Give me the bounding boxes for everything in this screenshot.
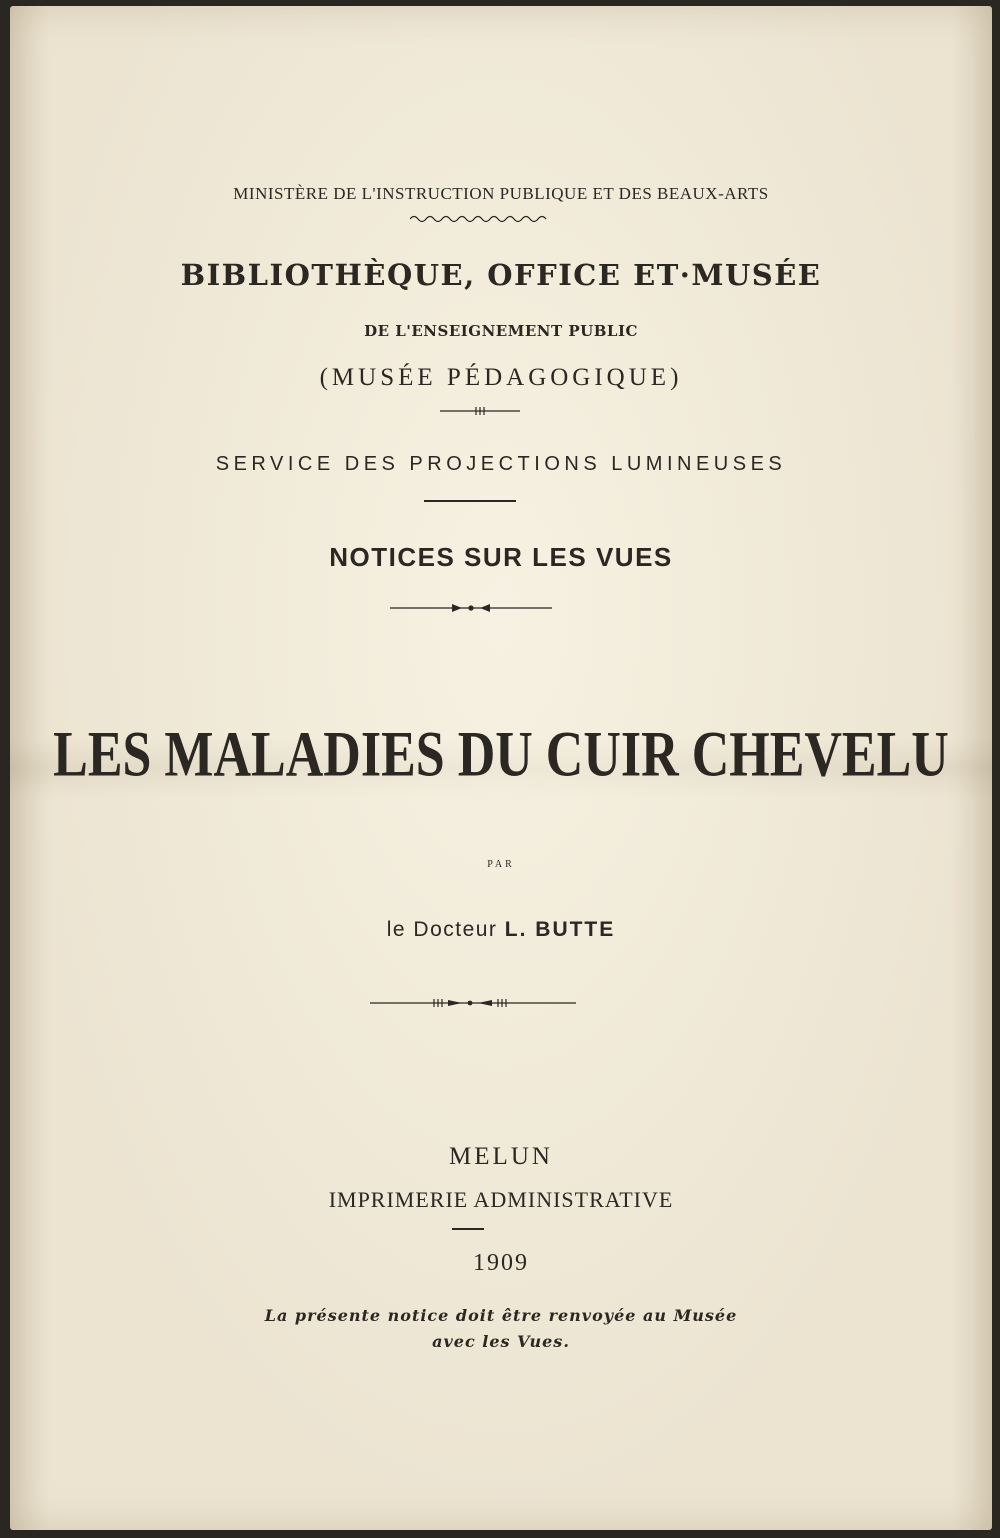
diamond-rule-ornament <box>390 601 552 615</box>
by-label: PAR <box>487 859 515 870</box>
arrow-rule-ornament <box>370 996 576 1010</box>
short-divider-rule <box>452 1228 484 1230</box>
service-heading: SERVICE DES PROJECTIONS LUMINEUSES <box>215 453 787 475</box>
return-notice-line-2: avec les Vues. <box>432 1332 570 1351</box>
divider-rule <box>424 500 516 502</box>
series-heading: NOTICES SUR LES VUES <box>329 542 673 572</box>
imprint-city: MELUN <box>449 1143 553 1170</box>
wavy-rule-ornament <box>410 213 550 225</box>
museum-name: (MUSÉE PÉDAGOGIQUE) <box>319 364 683 391</box>
small-rule-ornament <box>440 405 520 417</box>
imprint-printer: IMPRIMERIE ADMINISTRATIVE <box>328 1187 674 1212</box>
author-prefix: le Docteur <box>386 918 498 941</box>
document-page <box>10 6 992 1530</box>
main-title: LES MALADIES DU CUIR CHEVELU <box>53 719 949 791</box>
institution-title: BIBLIOTHÈQUE, OFFICE ET·MUSÉE <box>180 258 822 292</box>
author-name: L. BUTTE <box>504 918 616 941</box>
ministry-heading: MINISTÈRE DE L'INSTRUCTION PUBLIQUE ET DES BEAUX-ARTS <box>233 184 769 203</box>
institution-subtitle: DE L'ENSEIGNEMENT PUBLIC <box>364 322 638 340</box>
author-line <box>10 918 992 942</box>
imprint-year: 1909 <box>473 1250 529 1276</box>
return-notice-line-1: La présente notice doit être renvoyée au Musée <box>264 1306 738 1325</box>
